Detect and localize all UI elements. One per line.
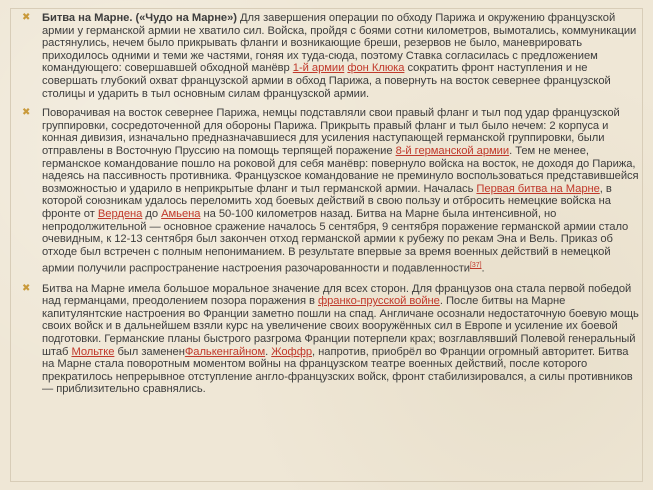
text-run: , напротив, приобрёл во Франции огромный авторитет. Битва на Марне стала поворотным моментом войны на французском театре военных действий, после которого прекратилось непрерывное отступление англо-французских войск, фронт стабилизировался, а силы противников — приблизительно сравнялись.: [42, 345, 633, 396]
text-run: , в которой союзникам удалось переломить ход боевых действий в свою пользу и отбросить немецкие войска на фронте от: [42, 182, 612, 220]
bullet-paragraph-3: [20, 283, 640, 396]
text-run: . После битвы на Марне капитулянтские настроения во Франции заметно пошли на спад. Англичане осознали недостаточную боевую мощь своих войск и в дальнейшем взяли курс на увеличение своих вооружённых сил в Европе и усиление их боевой подготовки. Германские планы быстрого разгрома Франции потерпели крах; возглавлявший Полевой генеральный штаб: [42, 295, 639, 358]
link-amiens[interactable]: Амьена: [161, 207, 201, 220]
bullet-icon: ✖: [22, 12, 31, 23]
bullet-paragraph-2: [20, 107, 640, 275]
link-joffre[interactable]: Жоффр: [271, 345, 313, 358]
link-moltke[interactable]: Мольтке: [71, 345, 115, 358]
text-run: Поворачивая на восток севернее Парижа, немцы подставляли свои правый фланг и тыл под удар французской группировки, сосредоточенной для обороны Парижа. Прикрыть правый фланг и тыл было нечем: 2 корпуса и конная дивизия, изначально предназначавшиеся для усиления наступающей германской группировки, были отправлены в Восточную Пруссию на помощь терпящей поражение: [42, 107, 620, 157]
link-franco-prussian-war[interactable]: франко-прусской войне: [317, 295, 440, 308]
text-body: [20, 12, 640, 403]
text-run: . Тем не менее, германское командование пошло на роковой для себя манёвр: повернуло войска на восток, не доходя до Парижа, надеясь на пассивность противника. Французское командование не преминуло воспользоваться представившейся возможностью и ударило в неприкрытые фланг и тыл германской армии. Началась: [42, 144, 639, 195]
text-run: до: [142, 207, 162, 220]
text-run: .: [481, 263, 485, 276]
text-run: сократить фронт наступления и не совершать глубокий охват французской армии в обход Парижа, а повернуть на восток севернее французской столицы и ударить в тыл основным силам французской армии.: [42, 62, 611, 100]
link-1-army[interactable]: 1-й армии: [292, 62, 345, 75]
text-run: Для завершения операции по обходу Парижа и окружению французской армии у германской армии не хватило сил. Войска, пройдя с боями сотни километров, вымотались, коммуникации растянулись, нечем было прикрывать фланги и возникающие бреши, резервов не было, маневрировать приходилось одними и теми же частями, гоняя их туда-сюда, поэтому Ставка согласилась с предложением командующего: совершавшей обходной манёвр: [42, 12, 637, 75]
link-verdun[interactable]: Вердена: [97, 207, 143, 220]
text-run: .: [265, 345, 272, 358]
link-8-german-army[interactable]: 8-й германской армии: [395, 144, 510, 157]
bullet-icon: ✖: [22, 282, 31, 294]
link-von-kluck[interactable]: фон Клюка: [347, 62, 405, 75]
text-run: на 50-100 километров назад. Битва на Марне была интенсивной, но непродолжительной — основное сражение началось 5 сентября, 9 сентября поражение германской армии стало очевидным, к 12-13 сентября был закончен отход германской армии к рубежу по рекам Эна и Вель. Приказ об отходе был встречен с полным непониманием. В результате впервые за время военных действий в немецкой армии получили распространение настроения разочарованности и подавленности: [42, 207, 629, 276]
text-run: Битва на Марне имела большое моральное значение для всех сторон. Для французов она стала первой победой над германцами, преодолением позора поражения в: [42, 282, 632, 308]
text-run: был заменен: [114, 345, 185, 358]
bullet-paragraph-1: [20, 12, 640, 100]
bullet-icon: ✖: [22, 107, 31, 119]
footnote-link[interactable]: [37]: [470, 262, 482, 270]
link-first-battle-marne[interactable]: Первая битва на Марне: [476, 182, 600, 195]
link-falkenhayn[interactable]: Фалькенгайном: [184, 345, 266, 358]
paragraph-title: Битва на Марне. («Чудо на Марне»): [42, 12, 237, 24]
